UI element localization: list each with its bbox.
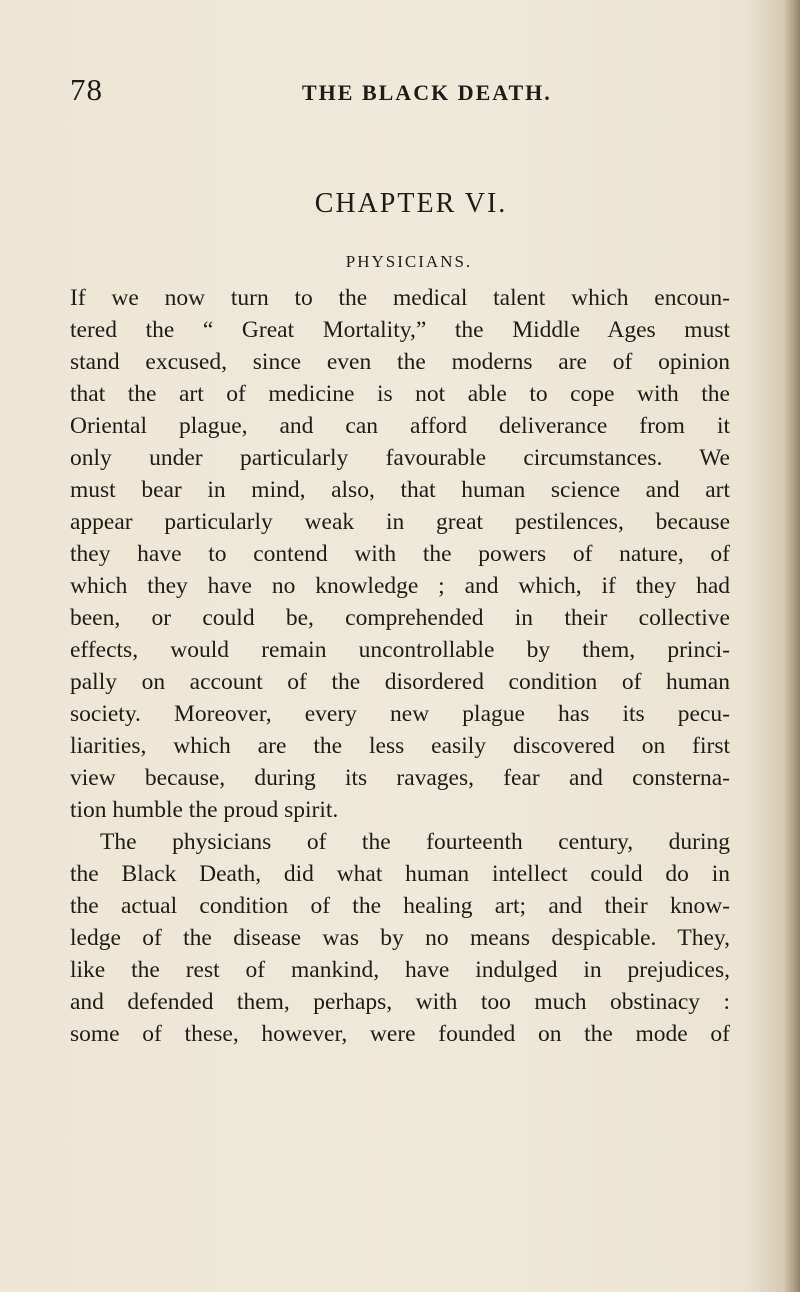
- section-heading: [70, 252, 730, 272]
- text-line: If we now turn to the medical talent which encoun-: [70, 285, 730, 311]
- chapter-heading: [70, 188, 730, 220]
- text-line: The physicians of the fourteenth century, during: [100, 829, 730, 855]
- chapter-subtitle: PHYSICIANS.: [345, 252, 473, 271]
- text-line: ledge of the disease was by no means despicable. They,: [70, 925, 730, 951]
- text-line: pally on account of the disordered condition of human: [70, 669, 730, 695]
- text-line: stand excused, since even the moderns are of opinion: [70, 349, 730, 375]
- text-line: must bear in mind, also, that human science and art: [70, 477, 730, 503]
- page-number: 78: [70, 72, 103, 107]
- running-head: [70, 72, 590, 112]
- text-line: like the rest of mankind, have indulged in prejudices,: [70, 957, 730, 983]
- text-line: effects, would remain uncontrollable by them, princi-: [70, 637, 730, 663]
- body-text: [70, 280, 730, 1050]
- text-line: liarities, which are the less easily discovered on first: [70, 733, 730, 759]
- text-line: tion humble the proud spirit.: [70, 797, 339, 823]
- text-line: only under particularly favourable circumstances. We: [70, 445, 730, 471]
- text-line: the Black Death, did what human intellect could do in: [70, 861, 730, 887]
- text-line: been, or could be, comprehended in their collective: [70, 605, 730, 631]
- running-title: THE BLACK DEATH.: [302, 80, 552, 105]
- text-line: Oriental plague, and can afford deliverance from it: [70, 413, 730, 439]
- text-line: tered the “ Great Mortality,” the Middle Ages must: [70, 317, 730, 343]
- chapter-title: CHAPTER VI.: [314, 188, 508, 219]
- text-line: society. Moreover, every new plague has its pecu-: [70, 701, 730, 727]
- page-edge-shadow: [784, 0, 800, 1292]
- text-line: the actual condition of the healing art; and their know-: [70, 893, 730, 919]
- text-line: which they have no knowledge ; and which, if they had: [70, 573, 730, 599]
- text-line: appear particularly weak in great pestilences, because: [70, 509, 730, 535]
- text-line: that the art of medicine is not able to cope with the: [70, 381, 730, 407]
- text-line: some of these, however, were founded on the mode of: [70, 1021, 730, 1047]
- text-line: view because, during its ravages, fear and consterna-: [70, 765, 730, 791]
- text-line: they have to contend with the powers of nature, of: [70, 541, 730, 567]
- text-line: and defended them, perhaps, with too much obstinacy :: [70, 989, 730, 1015]
